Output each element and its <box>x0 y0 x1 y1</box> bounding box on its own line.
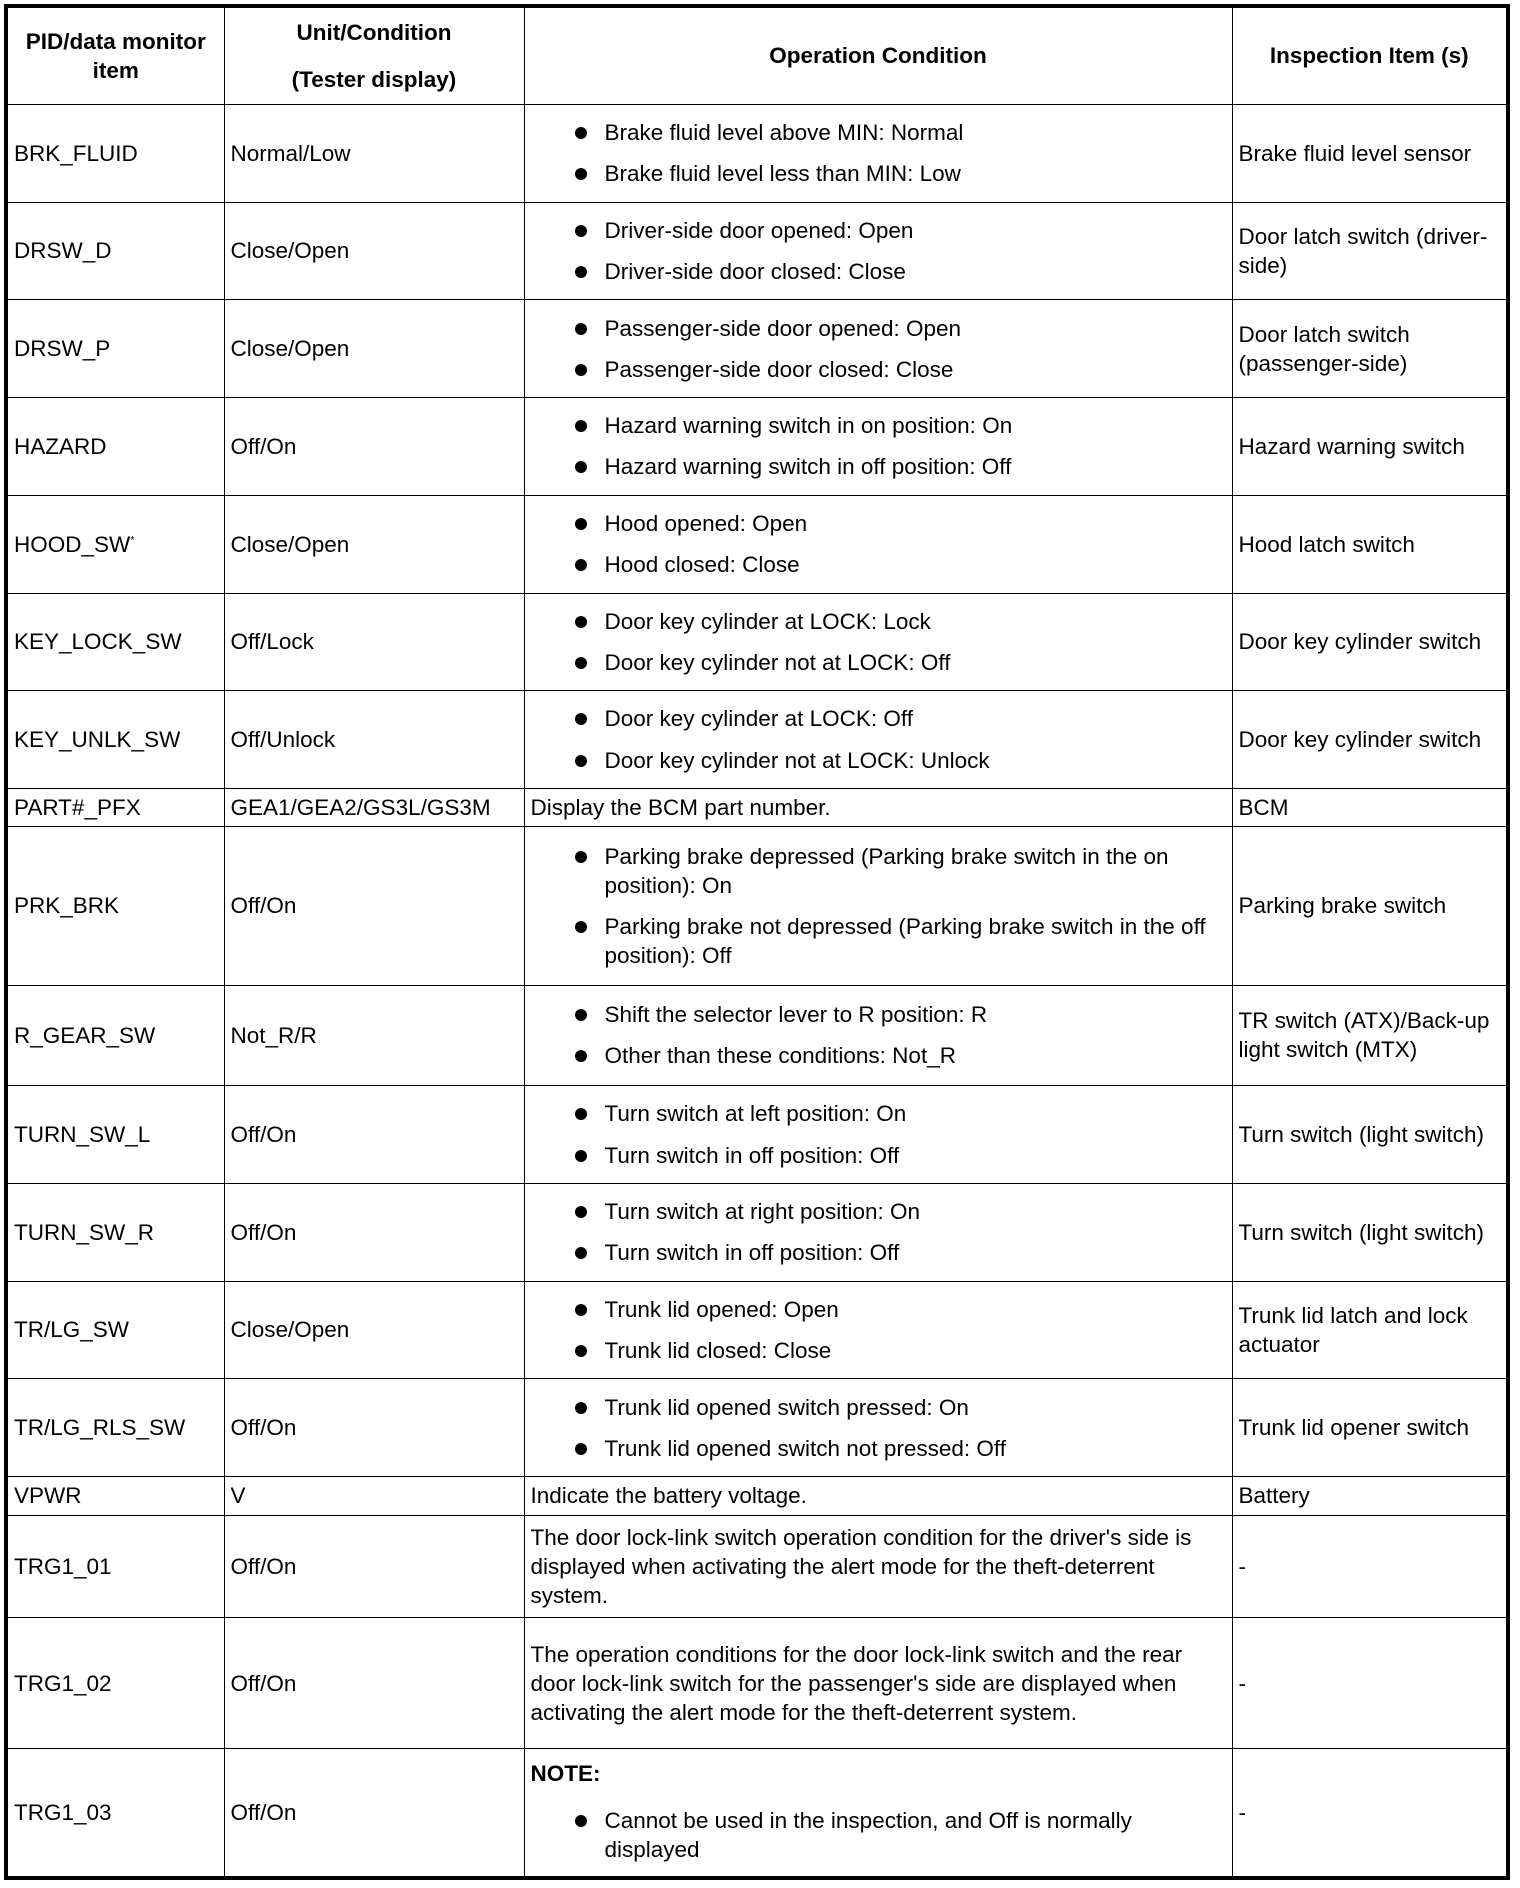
operation-condition-cell <box>524 1184 1232 1282</box>
condition-list <box>531 1191 1226 1274</box>
pid-monitor-table <box>4 4 1510 1880</box>
pid-name: PRK_BRK <box>14 893 120 919</box>
table-row <box>6 1281 1508 1379</box>
pid-cell <box>6 691 224 789</box>
inspection-item-cell: Door key cylinder switch <box>1232 593 1508 691</box>
inspection-item-cell: BCM <box>1232 788 1508 827</box>
condition-list <box>531 1093 1226 1176</box>
condition-bullet: Hood closed: Close <box>605 544 1226 585</box>
table-row <box>6 1749 1508 1878</box>
pid-monitor-sheet <box>4 4 1506 1880</box>
operation-condition-cell <box>524 1379 1232 1477</box>
header-unit <box>224 6 524 105</box>
condition-bullet: Door key cylinder at LOCK: Lock <box>605 601 1226 642</box>
table-row <box>6 1184 1508 1282</box>
condition-bullet: Trunk lid opened switch not pressed: Off <box>605 1428 1226 1469</box>
pid-cell <box>6 593 224 691</box>
condition-bullet: Passenger-side door opened: Open <box>605 308 1226 349</box>
inspection-item-cell: Turn switch (light switch) <box>1232 1086 1508 1184</box>
condition-bullet: Cannot be used in the inspection, and Off is normally displayed <box>605 1800 1226 1871</box>
inspection-item-cell: Turn switch (light switch) <box>1232 1184 1508 1282</box>
inspection-item-cell: - <box>1232 1515 1508 1618</box>
table-body <box>6 105 1508 1879</box>
header-unit-line1: Unit/Condition <box>296 19 452 45</box>
condition-bullet: Trunk lid opened: Open <box>605 1289 1226 1330</box>
header-pid: PID/data monitor item <box>6 6 224 105</box>
condition-bullet: Turn switch at right position: On <box>605 1191 1226 1232</box>
unit-cell: Off/On <box>224 827 524 985</box>
condition-bullet: Door key cylinder not at LOCK: Unlock <box>605 740 1226 781</box>
operation-condition-cell <box>524 827 1232 985</box>
condition-text: Display the BCM part number. <box>530 795 831 821</box>
pid-name: KEY_LOCK_SW <box>14 629 182 655</box>
pid-cell <box>6 202 224 300</box>
unit-cell: V <box>224 1477 524 1516</box>
table-row <box>6 1477 1508 1516</box>
inspection-item-cell: Trunk lid opener switch <box>1232 1379 1508 1477</box>
pid-cell <box>6 1086 224 1184</box>
condition-list <box>531 836 1226 977</box>
unit-cell: Off/On <box>224 1515 524 1618</box>
condition-bullet: Brake fluid level above MIN: Normal <box>605 112 1226 153</box>
inspection-item-cell: Parking brake switch <box>1232 827 1508 985</box>
condition-list <box>531 210 1226 293</box>
condition-list <box>531 1289 1226 1372</box>
inspection-item-cell: Door key cylinder switch <box>1232 691 1508 789</box>
condition-bullet: Driver-side door opened: Open <box>605 210 1226 251</box>
condition-text: The operation conditions for the door lock-link switch and the rear door lock-link switch for the passenger's side are displayed when activating the alert mode for the theft-deterrent system. <box>530 1641 1183 1726</box>
operation-condition-cell <box>524 495 1232 593</box>
pid-cell <box>6 398 224 496</box>
pid-cell <box>6 495 224 593</box>
pid-cell <box>6 105 224 203</box>
pid-cell <box>6 1379 224 1477</box>
table-row <box>6 985 1508 1086</box>
condition-list <box>531 1800 1226 1871</box>
condition-list <box>531 601 1226 684</box>
table-header-row <box>6 6 1508 105</box>
inspection-item-cell: Battery <box>1232 1477 1508 1516</box>
unit-cell: Normal/Low <box>224 105 524 203</box>
operation-condition-cell <box>524 300 1232 398</box>
pid-name: TRG1_03 <box>14 1800 112 1826</box>
operation-condition-cell <box>524 691 1232 789</box>
condition-list <box>531 1387 1226 1470</box>
pid-name: DRSW_P <box>14 336 111 362</box>
header-inspection: Inspection Item (s) <box>1232 6 1508 105</box>
condition-bullet: Door key cylinder not at LOCK: Off <box>605 642 1226 683</box>
operation-condition-cell <box>524 202 1232 300</box>
table-row <box>6 1618 1508 1749</box>
condition-list <box>531 994 1226 1077</box>
condition-bullet: Trunk lid closed: Close <box>605 1330 1226 1371</box>
inspection-item-cell: Brake fluid level sensor <box>1232 105 1508 203</box>
unit-cell: Off/Unlock <box>224 691 524 789</box>
unit-cell: Off/On <box>224 1086 524 1184</box>
pid-cell <box>6 1281 224 1379</box>
pid-cell <box>6 985 224 1086</box>
inspection-item-cell: Door latch switch (driver-side) <box>1232 202 1508 300</box>
table-row <box>6 827 1508 985</box>
pid-cell <box>6 1184 224 1282</box>
pid-name: TR/LG_SW <box>14 1317 130 1343</box>
unit-cell: Close/Open <box>224 202 524 300</box>
pid-name: DRSW_D <box>14 238 112 264</box>
unit-cell: Close/Open <box>224 1281 524 1379</box>
pid-name: TRG1_02 <box>14 1670 112 1696</box>
unit-cell: Off/On <box>224 1618 524 1749</box>
operation-condition-cell <box>524 1749 1232 1878</box>
unit-cell: Off/On <box>224 1379 524 1477</box>
condition-bullet: Turn switch in off position: Off <box>605 1232 1226 1273</box>
table-row <box>6 691 1508 789</box>
condition-bullet: Hood opened: Open <box>605 503 1226 544</box>
pid-cell <box>6 1618 224 1749</box>
unit-cell: Off/On <box>224 1749 524 1878</box>
condition-bullet: Parking brake depressed (Parking brake switch in the on position): On <box>605 836 1226 907</box>
inspection-item-cell: - <box>1232 1749 1508 1878</box>
condition-bullet: Door key cylinder at LOCK: Off <box>605 698 1226 739</box>
condition-bullet: Shift the selector lever to R position: R <box>605 994 1226 1035</box>
operation-condition-cell <box>524 1515 1232 1618</box>
pid-name: KEY_UNLK_SW <box>14 726 181 752</box>
header-operation: Operation Condition <box>524 6 1232 105</box>
unit-cell: Off/On <box>224 1184 524 1282</box>
inspection-item-cell: Door latch switch (passenger-side) <box>1232 300 1508 398</box>
condition-bullet: Turn switch in off position: Off <box>605 1135 1226 1176</box>
table-row <box>6 593 1508 691</box>
operation-condition-cell <box>524 398 1232 496</box>
pid-name: TURN_SW_L <box>14 1122 151 1148</box>
condition-list <box>531 308 1226 391</box>
operation-condition-cell <box>524 1281 1232 1379</box>
operation-condition-cell <box>524 788 1232 827</box>
pid-cell <box>6 300 224 398</box>
condition-list <box>531 405 1226 488</box>
condition-list <box>531 112 1226 195</box>
condition-text: Indicate the battery voltage. <box>530 1483 807 1509</box>
operation-condition-cell <box>524 1618 1232 1749</box>
inspection-item-cell: - <box>1232 1618 1508 1749</box>
pid-name: TRG1_01 <box>14 1553 112 1579</box>
condition-text: The door lock-link switch operation condition for the driver's side is displayed when activating the alert mode for the theft-deterrent system. <box>530 1524 1192 1609</box>
operation-condition-cell <box>524 105 1232 203</box>
condition-list <box>531 503 1226 586</box>
condition-bullet: Trunk lid opened switch pressed: On <box>605 1387 1226 1428</box>
pid-name: R_GEAR_SW <box>14 1022 156 1048</box>
unit-cell: Off/Lock <box>224 593 524 691</box>
pid-cell <box>6 1477 224 1516</box>
condition-bullet: Brake fluid level less than MIN: Low <box>605 153 1226 194</box>
condition-bullet: Hazard warning switch in off position: Off <box>605 446 1226 487</box>
pid-cell <box>6 788 224 827</box>
operation-condition-cell <box>524 593 1232 691</box>
condition-bullet: Driver-side door closed: Close <box>605 251 1226 292</box>
pid-name: PART#_PFX <box>14 795 141 821</box>
inspection-item-cell: TR switch (ATX)/Back-up light switch (MTX) <box>1232 985 1508 1086</box>
pid-name: TURN_SW_R <box>14 1219 155 1245</box>
pid-name: HOOD_SW <box>14 531 131 557</box>
table-row <box>6 398 1508 496</box>
inspection-item-cell: Hood latch switch <box>1232 495 1508 593</box>
pid-cell <box>6 1515 224 1618</box>
pid-name: HAZARD <box>14 433 107 459</box>
table-row <box>6 300 1508 398</box>
condition-bullet: Hazard warning switch in on position: On <box>605 405 1226 446</box>
table-row <box>6 495 1508 593</box>
table-row <box>6 105 1508 203</box>
unit-cell: GEA1/GEA2/GS3L/GS3M <box>224 788 524 827</box>
condition-list <box>531 698 1226 781</box>
pid-footnote-mark: * <box>130 534 135 547</box>
unit-cell: Close/Open <box>224 300 524 398</box>
table-row <box>6 1515 1508 1618</box>
condition-bullet: Parking brake not depressed (Parking brake switch in the off position): Off <box>605 906 1226 977</box>
condition-bullet: Other than these conditions: Not_R <box>605 1035 1226 1076</box>
inspection-item-cell: Hazard warning switch <box>1232 398 1508 496</box>
operation-condition-cell <box>524 985 1232 1086</box>
table-row <box>6 1379 1508 1477</box>
operation-condition-cell <box>524 1477 1232 1516</box>
condition-bullet: Passenger-side door closed: Close <box>605 349 1226 390</box>
operation-condition-cell <box>524 1086 1232 1184</box>
unit-cell: Off/On <box>224 398 524 496</box>
pid-name: BRK_FLUID <box>14 140 138 166</box>
unit-cell: Close/Open <box>224 495 524 593</box>
note-label: NOTE: <box>530 1760 601 1786</box>
inspection-item-cell: Trunk lid latch and lock actuator <box>1232 1281 1508 1379</box>
unit-cell: Not_R/R <box>224 985 524 1086</box>
table-row <box>6 788 1508 827</box>
pid-cell <box>6 827 224 985</box>
pid-name: VPWR <box>14 1483 82 1509</box>
pid-cell <box>6 1749 224 1878</box>
table-row <box>6 202 1508 300</box>
table-row <box>6 1086 1508 1184</box>
condition-bullet: Turn switch at left position: On <box>605 1093 1226 1134</box>
pid-name: TR/LG_RLS_SW <box>14 1415 186 1441</box>
header-unit-line2: (Tester display) <box>291 67 457 92</box>
